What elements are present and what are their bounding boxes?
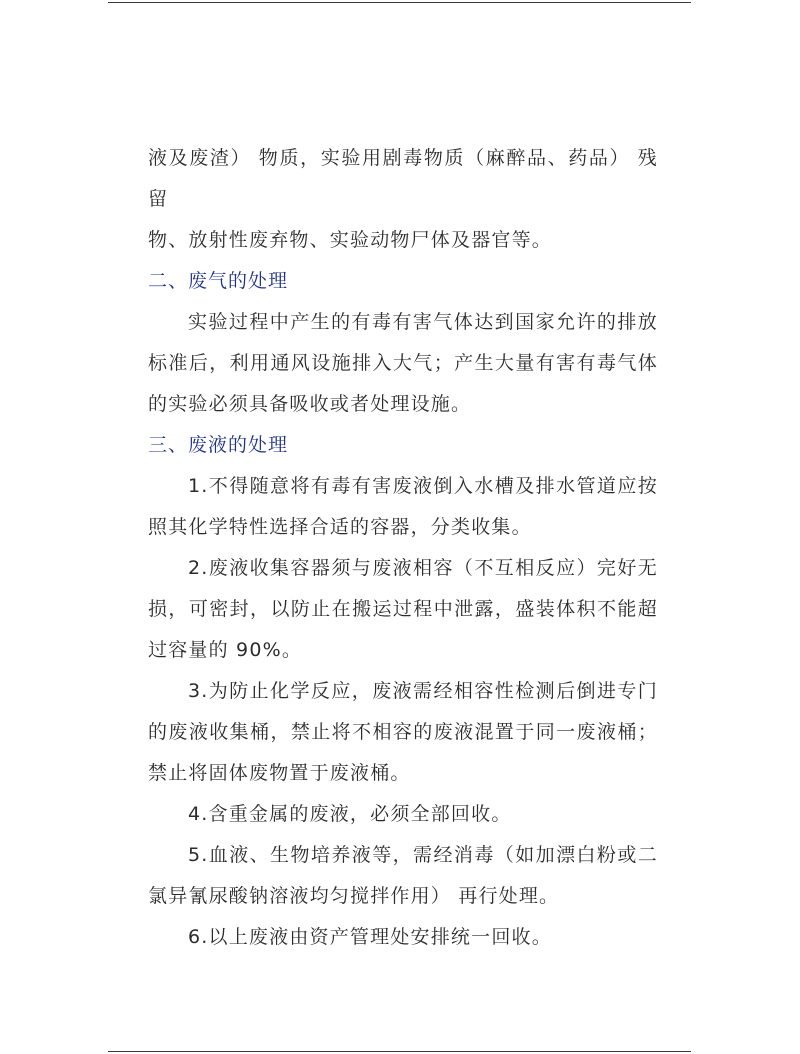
waste-liquid-item-1: 1.不得随意将有毒有害废液倒入水槽及排水管道应按照其化学特性选择合适的容器，分类收集。	[148, 475, 658, 538]
waste-liquid-item-5: 5.血液、生物培养液等，需经消毒（如加漂白粉或二氯异氰尿酸钠溶液均匀搅拌作用） 再行处理。	[148, 844, 658, 907]
section-heading-waste-gas: 二、废气的处理	[148, 270, 289, 292]
top-rule	[108, 2, 691, 3]
intro-line-1: 液及废渣） 物质，实验用剧毒物质（麻醉品、药品） 残留	[148, 147, 658, 210]
waste-liquid-item-2: 2.废液收集容器须与废液相容（不互相反应）完好无损，可密封，以防止在搬运过程中泄露，盛装体积不能超过容量的 90%。	[148, 557, 658, 661]
document-body	[148, 138, 658, 958]
waste-liquid-item-4: 4.含重金属的废液，必须全部回收。	[188, 803, 512, 825]
intro-line-2: 物、放射性废弃物、实验动物尸体及器官等。	[148, 229, 553, 251]
waste-gas-paragraph: 实验过程中产生的有毒有害气体达到国家允许的排放标准后，利用通风设施排入大气；产生大量有害有毒气体的实验必须具备吸收或者处理设施。	[148, 311, 658, 415]
intro-paragraph	[148, 138, 658, 261]
waste-liquid-item-3: 3.为防止化学反应，废液需经相容性检测后倒进专门的废液收集桶，禁止将不相容的废液混置于同一废液桶；禁止将固体废物置于废液桶。	[148, 680, 658, 784]
bottom-rule	[108, 1051, 691, 1052]
section-heading-waste-liquid: 三、废液的处理	[148, 434, 289, 456]
waste-liquid-item-6: 6.以上废液由资产管理处安排统一回收。	[188, 926, 552, 948]
